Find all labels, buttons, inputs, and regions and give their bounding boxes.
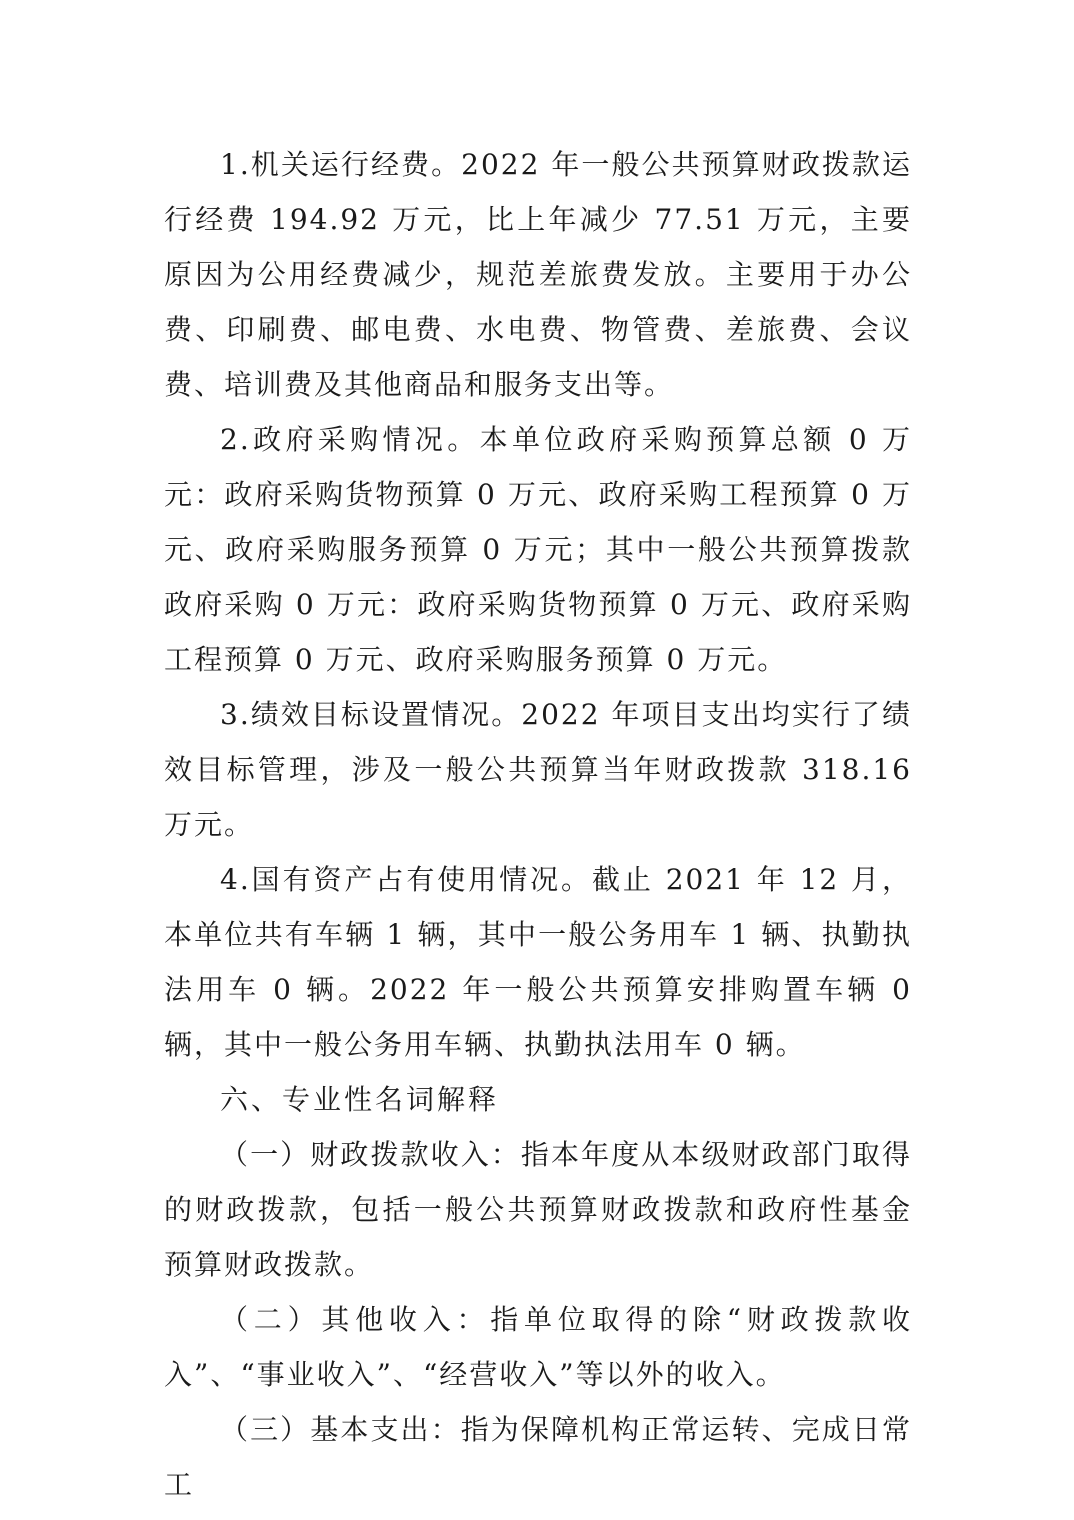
definition-basic-expenditure <box>164 1402 912 1512</box>
definition-term: （二）其他收入： <box>220 1303 491 1336</box>
definition-text: 指单位取得的除“财政拨款收入”、“事业收入”、“经营收入”等以外的收入。 <box>164 1303 912 1391</box>
definition-text: 指为保障机构正常运转、完成日常工 <box>164 1413 912 1501</box>
paragraph-government-procurement: 2.政府采购情况。本单位政府采购预算总额 0 万元：政府采购货物预算 0 万元、政府采购工程预算 0 万元、政府采购服务预算 0 万元；其中一般公共预算拨款政府采购 0 万元：政府采购货物预算 0 万元、政府采购工程预算 0 万元、政府采购服务预算 0 万元。 <box>164 423 912 676</box>
paragraph-operating-expenses: 1.机关运行经费。2022 年一般公共预算财政拨款运行经费 194.92 万元，比上年减少 77.51 万元，主要原因为公用经费减少，规范差旅费发放。主要用于办公费、印刷费、邮电费、水电费、物管费、差旅费、会议费、培训费及其他商品和服务支出等。 <box>164 148 912 401</box>
definition-other-income <box>164 1292 912 1402</box>
definition-term: （一）财政拨款收入： <box>220 1138 521 1171</box>
paragraph-state-assets: 4.国有资产占有使用情况。截止 2021 年 12 月，本单位共有车辆 1 辆，其中一般公务用车 1 辆、执勤执法用车 0 辆。2022 年一般公共预算安排购置车辆 0 辆，其中一般公务用车辆、执勤执法用车 0 辆。 <box>164 863 912 1061</box>
definition-fiscal-appropriation-income <box>164 1127 912 1292</box>
section-heading-terminology: 六、专业性名词解释 <box>220 1083 500 1116</box>
paragraph-performance-targets: 3.绩效目标设置情况。2022 年项目支出均实行了绩效目标管理，涉及一般公共预算当年财政拨款 318.16 万元。 <box>164 698 912 841</box>
definition-term: （三）基本支出： <box>220 1413 461 1446</box>
definition-text: 指本年度从本级财政部门取得的财政拨款，包括一般公共预算财政拨款和政府性基金预算财政拨款。 <box>164 1138 912 1281</box>
document-body <box>164 137 912 1512</box>
